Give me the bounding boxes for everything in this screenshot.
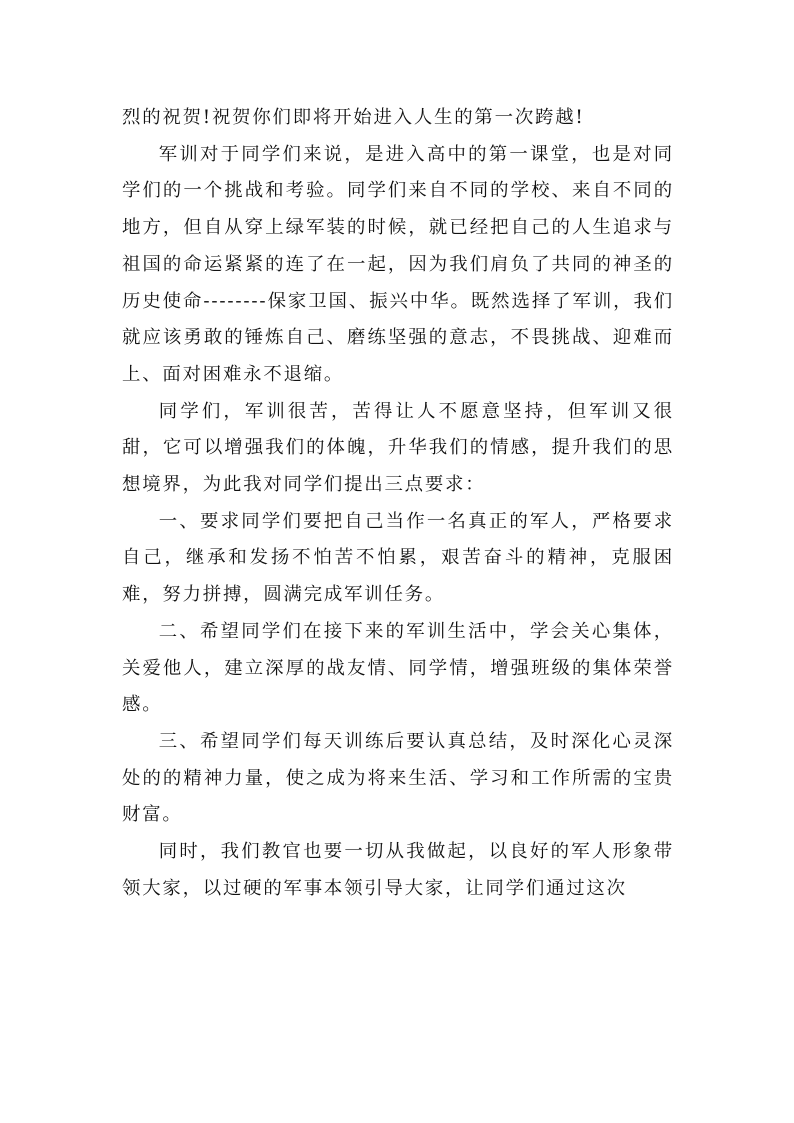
paragraph-instructors: 同时，我们教官也要一切从我做起，以良好的军人形象带领大家，以过硬的军事本领引导大家，让同学们通过这次 xyxy=(122,841,674,899)
paragraph-three-requirements: 同学们，军训很苦，苦得让人不愿意坚持，但军训又很甜，它可以增强我们的体魄，升华我们的情感，提升我们的思想境界，为此我对同学们提出三点要求： xyxy=(122,400,674,496)
document-page xyxy=(122,100,674,907)
paragraph-military-training-intro: 军训对于同学们来说，是进入高中的第一课堂，也是对同学们的一个挑战和考验。同学们来自不同的学校、来自不同的地方，但自从穿上绿军装的时候，就已经把自己的人生追求与祖国的命运紧紧的连了在一起，因为我们肩负了共同的神圣的历史使命--------保家卫国、振兴中华。既然选择了军训，我们就应该勇敢的锤炼自己、磨练坚强的意志，不畏挑战、迎难而上、面对困难永不退缩。 xyxy=(122,143,674,385)
paragraph-requirement-one: 一、要求同学们要把自己当作一名真正的军人，严格要求自己，继承和发扬不怕苦不怕累，艰苦奋斗的精神，克服困难，努力拼搏，圆满完成军训任务。 xyxy=(122,510,674,606)
paragraph-requirement-two: 二、希望同学们在接下来的军训生活中，学会关心集体，关爱他人，建立深厚的战友情、同学情，增强班级的集体荣誉感。 xyxy=(122,620,674,716)
paragraph-requirement-three: 三、希望同学们每天训练后要认真总结，及时深化心灵深处的的精神力量，使之成为将来生活、学习和工作所需的宝贵财富。 xyxy=(122,730,674,826)
paragraph-continuation: 烈的祝贺!祝贺你们即将开始进入人生的第一次跨越! xyxy=(122,107,585,128)
